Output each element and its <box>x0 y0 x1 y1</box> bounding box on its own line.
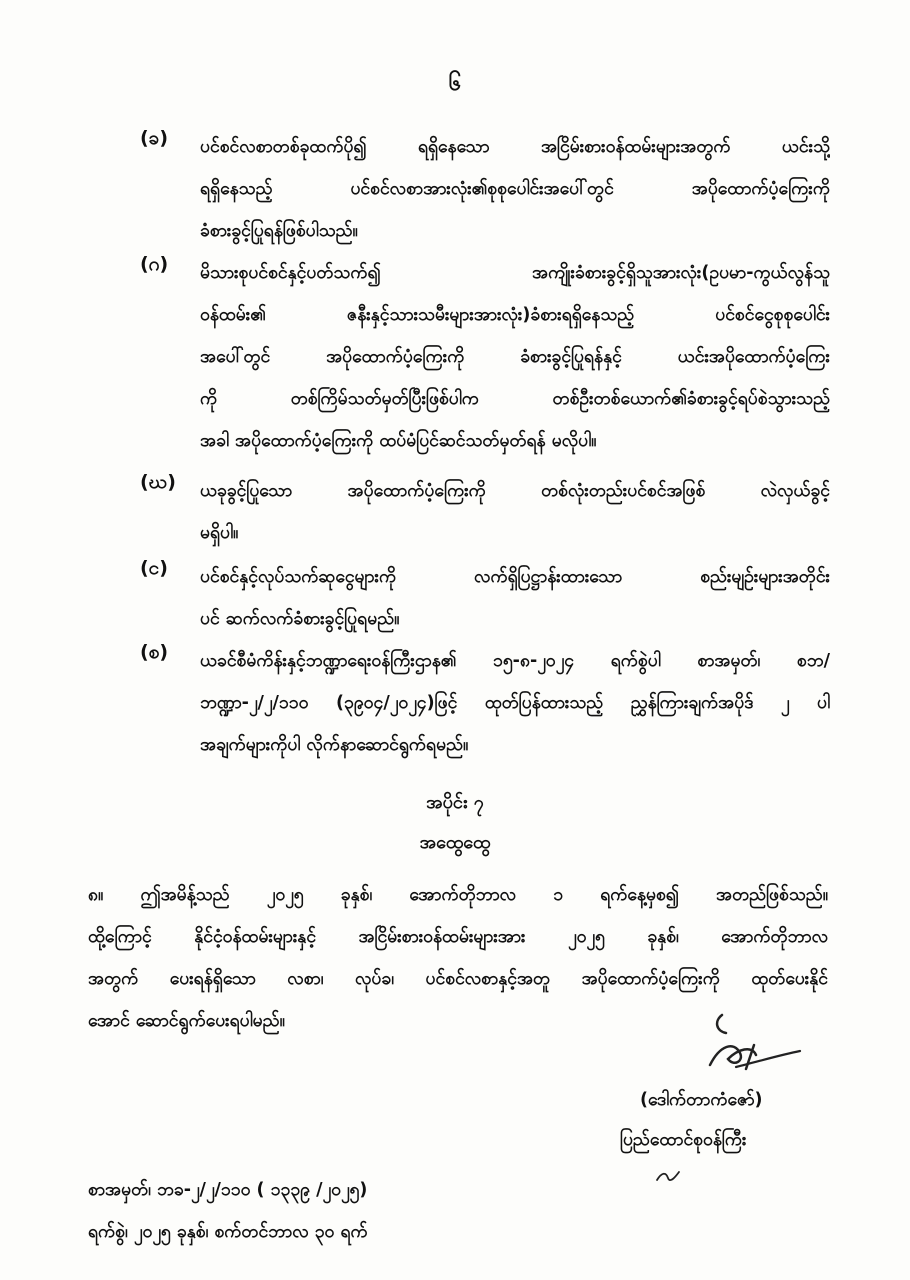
text-line: ပင် ဆက်လက်ခံစားခွင့်ပြုရမည်။ <box>200 609 400 629</box>
handwritten-signature <box>700 1005 810 1085</box>
text-line: ၈။ ဤအမိန့်သည် ၂၀၂၅ ခုနှစ်၊ အောက်တိုဘာလ ၁ ရက်နေ့မှစ၍ အတည်ဖြစ်သည်။ <box>88 885 828 905</box>
text-line: ခံစားခွင့်ပြုရန်ဖြစ်ပါသည်။ <box>200 221 358 241</box>
text-line: အတွက် ပေးရန်ရှိသော လစာ၊ လုပ်ခ၊ ပင်စင်လစာနှင့်အတူ အပိုထောက်ပံ့ကြေးကို ထုတ်ပေးနိုင် <box>88 969 828 989</box>
page-number: ၆ <box>448 71 462 96</box>
item-marker: (ဃ) <box>140 471 176 493</box>
text-line: ထို့ကြောင့် နိုင်ငံ့ဝန်ထမ်းများနှင့် အငြိမ်းစားဝန်ထမ်းများအား ၂၀၂၅ ခုနှစ်၊ အောက်တိုဘာလ <box>88 927 828 947</box>
section-title: အထွေထွေ <box>419 832 491 853</box>
item-text <box>200 556 830 640</box>
text-line: ပင်စင်နှင့်လုပ်သက်ဆုငွေများကို လက်ရှိပြဋ္ဌာန်းထားသော စည်းမျဉ်းများအတိုင်း <box>200 567 830 587</box>
text-line: အပေါ်တွင် အပိုထောက်ပံ့ကြေးကို ခံစားခွင့်ပြုရန်နှင့် ယင်းအပိုထောက်ပံ့ကြေး <box>200 347 830 367</box>
text-line: ရရှိနေသည့် ပင်စင်လစာအားလုံး၏စုစုပေါင်းအပေါ်တွင် အပိုထောက်ပံ့ကြေးကို <box>200 179 830 199</box>
text-line: ဘဏ္ဍာ-၂/၂/၁၁၀ (၃၉၀၄/၂၀၂၄)ဖြင့် ထုတ်ပြန်ထားသည့် ညွှန်ကြားချက်အပိုဒ် ၂ ပါ <box>200 693 830 713</box>
reference-number: စာအမှတ်၊ ဘခ-၂/၂/၁၁၀ ( ၁၃၃၉ /၂၀၂၅) <box>88 1180 368 1200</box>
text-line: ယခုခွင့်ပြုသော အပိုထောက်ပံ့ကြေးကို တစ်လုံးတည်းပင်စင်အဖြစ် လဲလှယ်ခွင့် <box>200 481 830 501</box>
item-text <box>200 126 830 252</box>
reference-date: ရက်စွဲ၊ ၂၀၂၅ ခုနှစ်၊ စက်တင်ဘာလ ၃၀ ရက် <box>88 1222 368 1242</box>
text-line: ပင်စင်လစာတစ်ခုထက်ပို၍ ရရှိနေသော အငြိမ်းစားဝန်ထမ်းများအတွက် ယင်းသို့ <box>200 137 830 157</box>
item-marker: (ခ) <box>140 127 169 149</box>
item-text <box>200 252 830 462</box>
text-line: ကို တစ်ကြိမ်သတ်မှတ်ပြီးဖြစ်ပါက တစ်ဦးတစ်ယောက်၏ခံစားခွင့်ရပ်စဲသွားသည့် <box>200 389 830 409</box>
item-text <box>200 640 830 766</box>
text-line: မရှိပါ။ <box>200 523 239 543</box>
text-line: မိသားစုပင်စင်နှင့်ပတ်သက်၍ အကျိုးခံစားခွင့်ရှိသူအားလုံး(ဥပမာ-ကွယ်လွန်သူ <box>200 263 830 283</box>
item-text <box>200 470 830 554</box>
text-line: ဝန်ထမ်း၏ ဇနီးနှင့်သားသမီးများအားလုံး)ခံစားရရှိနေသည့် ပင်စင်ငွေစုစုပေါင်း <box>200 305 830 325</box>
initial-mark <box>654 1166 682 1186</box>
item-marker: (စ) <box>140 641 169 663</box>
signatory-name: (ဒေါက်တာကံဇော်) <box>640 1090 763 1110</box>
text-line: အောင် ဆောင်ရွက်ပေးရပါမည်။ <box>88 1011 285 1031</box>
item-marker: (င) <box>140 557 168 579</box>
signatory-title: ပြည်ထောင်စုဝန်ကြီး <box>620 1130 747 1150</box>
text-line: အခါ အပိုထောက်ပံ့ကြေးကို ထပ်မံပြင်ဆင်သတ်မှတ်ရန် မလိုပါ။ <box>200 431 597 451</box>
text-line: အချက်များကိုပါ လိုက်နာဆောင်ရွက်ရမည်။ <box>200 735 469 755</box>
item-marker: (ဂ) <box>140 253 169 275</box>
text-line: ယခင်စီမံကိန်းနှင့်ဘဏ္ဍာရေးဝန်ကြီးဌာန၏ ၁၅-၈-၂၀၂၄ ရက်စွဲပါ စာအမှတ်၊ စဘ/ <box>200 651 830 671</box>
section-number: အပိုင်း ၇ <box>426 792 484 813</box>
